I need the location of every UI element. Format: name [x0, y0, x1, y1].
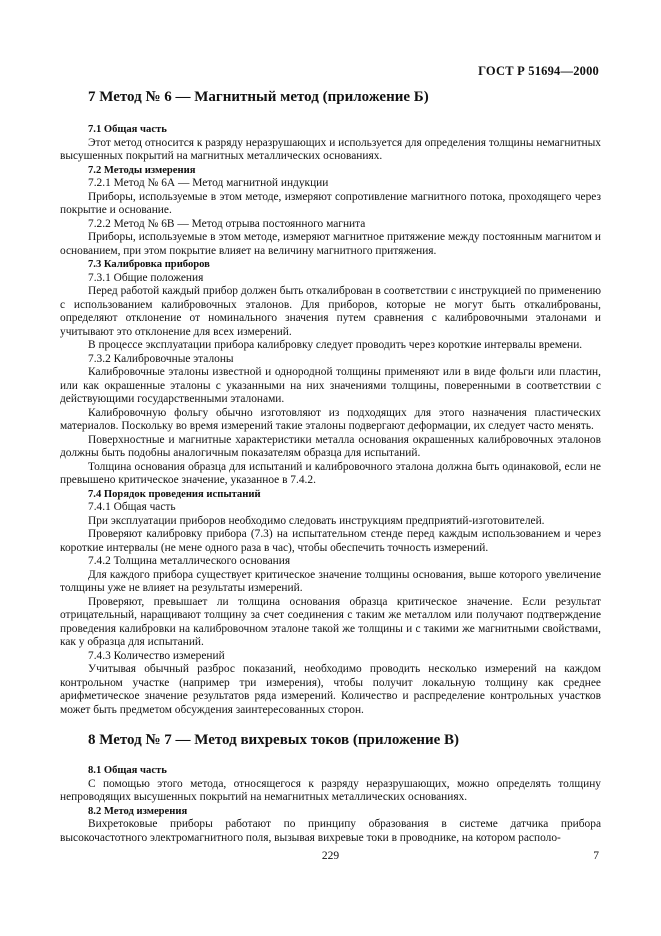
subsection-heading: 7.3 Калибровка приборов [88, 259, 210, 270]
section-8-body [60, 764, 601, 845]
section-7-title: 7 Метод № 6 — Магнитный метод (приложение Б) [88, 89, 429, 105]
paragraph: Проверяют, превышает ли толщина основания образца критическое значение. Если результат отрицательный, наращивают толщину за счет соединения с таким же металлом или получают подтверждение проведения калибровки на калибровочном эталоне такой же толщины и с такими же магнитными свойствами, как у образца для испытаний. [60, 595, 601, 648]
subsection-heading: 7.4 Порядок проведения испытаний [88, 488, 261, 500]
paragraph: Калибровочную фольгу обычно изготовляют из подходящих для этого назначения пластических материалов. Поскольку во время измерений такие эталоны подвергают деформации, их следует часто менять. [60, 406, 601, 432]
subsection-heading: 7.2 Методы измерения [88, 164, 196, 176]
paragraph: Приборы, используемые в этом методе, измеряют сопротивление магнитного потока, проходящего через покрытие и основание. [60, 190, 601, 216]
paragraph: 7.4.3 Количество измерений [88, 649, 225, 662]
paragraph: Для каждого прибора существует критическое значение толщины основания, выше которого увеличение толщины уже не влияет на результаты измерений. [60, 568, 601, 594]
paragraph: Толщина основания образца для испытаний и калибровочного эталона должна быть одинаковой, если не превышено критическое значение, указанное в 7.4.2. [60, 460, 601, 486]
paragraph: С помощью этого метода, относящегося к разряду неразрушающих, можно определять толщину непроводящих высушенных покрытий на немагнитных металлических основаниях. [60, 777, 601, 803]
paragraph: 7.2.2 Метод № 6В — Метод отрыва постоянного магнита [88, 217, 366, 230]
paragraph: Проверяют калибровку прибора (7.3) на испытательном стенде перед каждым использованием и через короткие интервалы (не мене одного раза в час), чтобы обеспечить точность измерений. [60, 528, 601, 554]
paragraph: 7.4.1 Общая часть [88, 501, 176, 513]
page-number-center: 229 [321, 850, 340, 862]
paragraph: Учитывая обычный разброс показаний, необходимо проводить несколько измерений на каждом контрольном участке (например три измерения), чтобы получит локальную толщину как среднее арифметическое значение результатов ряда измерений. Количество и распределение контрольных участков может быть предметом обсуждения заинтересованных сторон. [60, 663, 601, 716]
paragraph: Перед работой каждый прибор должен быть откалиброван в соответствии с инструкцией по применению с использованием калибровочных эталонов. Для приборов, которые не могут быть откалиброваны, определяют отклонение от номинального значения путем сравнения с калибровочными эталонами и учитывают это отклонение для всех измерений. [60, 285, 601, 338]
paragraph: Поверхностные и магнитные характеристики металла основания окрашенных калибровочных эталонов должны быть подобны аналогичным показателям образца для испытаний. [60, 433, 601, 459]
subsection-heading: 8.1 Общая часть [88, 765, 167, 776]
paragraph: При эксплуатации приборов необходимо следовать инструкциям предприятий-изготовителей. [88, 514, 545, 527]
paragraph: 7.3.2 Калибровочные эталоны [88, 352, 234, 365]
paragraph: 7.2.1 Метод № 6А — Метод магнитной индукции [88, 177, 329, 189]
paragraph: Этот метод относится к разряду неразрушающих и используется для определения толщины немагнитных высушенных покрытий на магнитных металлических основаниях. [60, 136, 601, 162]
section-7-body [60, 123, 601, 717]
subsection-heading: 8.2 Метод измерения [88, 805, 188, 817]
page-content [60, 88, 601, 845]
paragraph: Калибровочные эталоны известной и однородной толщины применяют или в виде фольги или пластин, или как окрашенные эталоны с указанными на них значениями толщины, поверенными в соответствии с действующими государственными эталонами. [60, 366, 601, 405]
subsection-heading: 7.1 Общая часть [88, 124, 167, 135]
paragraph: 7.3.1 Общие положения [88, 271, 204, 284]
paragraph: В процессе эксплуатации прибора калибровку следует проводить через короткие интервалы времени. [88, 339, 583, 351]
section-8-title: 8 Метод № 7 — Метод вихревых токов (приложение В) [88, 732, 460, 748]
paragraph: 7.4.2 Толщина металлического основания [88, 555, 291, 567]
paragraph: Вихретоковые приборы работают по принципу образования в системе датчика прибора высокочастотного электромагнитного поля, вызывая вихревые токи в проводнике, на котором располо- [60, 818, 601, 844]
page-number-right: 7 [593, 850, 599, 862]
standard-header: ГОСТ Р 51694—2000 [478, 64, 599, 78]
paragraph: Приборы, используемые в этом методе, измеряют магнитное притяжение между постоянным магнитом и основанием, при этом покрытие влияет на величину магнитного притяжения. [60, 231, 601, 257]
